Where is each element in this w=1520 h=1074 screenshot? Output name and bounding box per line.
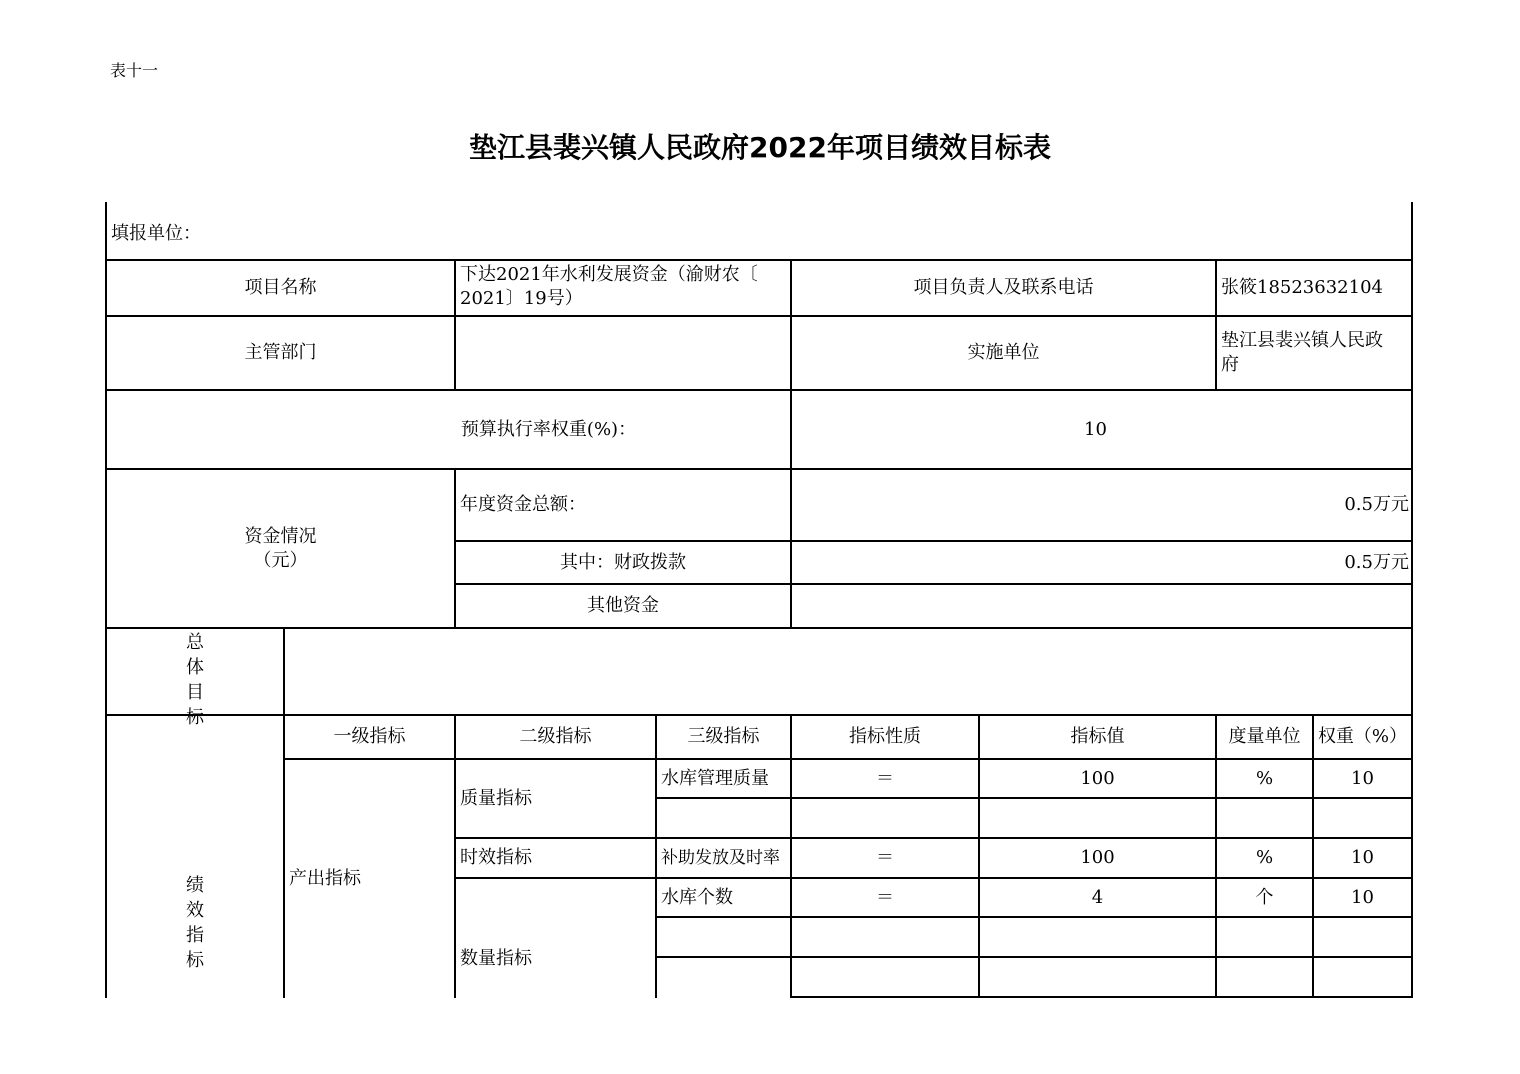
indicator-unit — [1217, 799, 1312, 837]
contact-value: 张筱18523632104 — [1221, 277, 1383, 298]
header-value: 指标值 — [1070, 726, 1125, 747]
indicator-weight: 10 — [1351, 767, 1374, 789]
indicator-unit: 个 — [1255, 886, 1274, 908]
indicator-unit — [1217, 918, 1312, 956]
header-level2: 二级指标 — [519, 726, 592, 747]
indicator-value — [980, 799, 1215, 837]
indicator-weight — [1314, 799, 1411, 837]
indicator-level3: 水库个数 — [661, 886, 733, 908]
overall-goal-value — [285, 629, 1411, 714]
indicator-weight — [1314, 918, 1411, 956]
budget-rate-label: 预算执行率权重(%)： — [460, 418, 637, 440]
header-level3: 三级指标 — [687, 726, 760, 747]
impl-unit-line: 府 — [1221, 354, 1239, 375]
indicator-nature — [792, 799, 978, 837]
indicator-weight: 10 — [1351, 847, 1374, 868]
other-funds-value — [792, 585, 1411, 627]
indicator-level3 — [657, 958, 790, 996]
indicator-level3 — [657, 918, 790, 956]
performance-indicators-label — [107, 716, 283, 998]
fiscal-value: 0.5万元 — [1344, 551, 1409, 573]
indicator-nature: ＝ — [876, 847, 894, 868]
header-weight: 权重（%） — [1317, 726, 1408, 747]
performance-target-table — [105, 202, 1413, 998]
indicator-value — [980, 958, 1215, 996]
overall-goal-label — [107, 629, 283, 728]
indicator-nature: ＝ — [876, 767, 894, 789]
indicator-section-char: 标 — [186, 950, 204, 971]
indicator-unit — [1217, 958, 1312, 996]
filler-unit-label: 填报单位： — [111, 222, 201, 244]
overall-goal-char: 标 — [186, 707, 204, 728]
indicator-nature: ＝ — [876, 886, 894, 908]
indicator-section-char: 效 — [186, 900, 204, 921]
impl-unit-value — [1217, 317, 1411, 389]
dept-value — [456, 317, 790, 389]
funds-label — [107, 470, 454, 627]
overall-goal-char: 总 — [186, 632, 204, 653]
indicator-section-char: 绩 — [186, 875, 204, 896]
indicator-section-char: 指 — [186, 925, 204, 946]
overall-goal-char: 体 — [186, 657, 204, 678]
level2-quantity: 数量指标 — [460, 947, 532, 969]
impl-unit-line: 垫江县裴兴镇人民政 — [1221, 330, 1383, 351]
annual-total-value: 0.5万元 — [1344, 494, 1409, 515]
grid-line — [790, 996, 1413, 998]
indicator-level3: 补助发放及时率 — [661, 848, 780, 868]
indicator-level3 — [657, 799, 790, 837]
indicator-value: 100 — [1080, 847, 1115, 868]
project-name-value — [456, 261, 790, 315]
impl-unit-label: 实施单位 — [967, 342, 1040, 363]
project-name-line: 下达2021年水利发展资金（渝财农〔 — [460, 264, 758, 285]
indicator-weight — [1314, 958, 1411, 996]
table-number-label: 表十一 — [110, 61, 159, 80]
fiscal-label: 其中：财政拨款 — [560, 551, 686, 573]
indicator-value: 4 — [1091, 886, 1104, 908]
level2-quality: 质量指标 — [460, 787, 532, 809]
indicator-unit: % — [1255, 847, 1274, 868]
indicator-value — [980, 918, 1215, 956]
contact-label: 项目负责人及联系电话 — [913, 277, 1094, 298]
funds-label-line: 资金情况 — [244, 525, 317, 547]
indicator-value: 100 — [1080, 767, 1115, 789]
funds-label-line: （元） — [253, 549, 308, 571]
indicator-nature — [792, 958, 978, 996]
level1-output: 产出指标 — [289, 868, 361, 889]
header-nature: 指标性质 — [849, 726, 921, 747]
annual-total-label: 年度资金总额： — [460, 494, 586, 515]
indicator-weight: 10 — [1351, 886, 1374, 908]
budget-rate-value: 10 — [1084, 418, 1107, 440]
indicator-level3: 水库管理质量 — [661, 767, 769, 789]
dept-label: 主管部门 — [244, 342, 317, 363]
page-title: 垫江县裴兴镇人民政府2022年项目绩效目标表 — [469, 131, 1051, 164]
project-name-line: 2021〕19号） — [460, 288, 583, 309]
overall-goal-char: 目 — [186, 682, 204, 703]
header-unit: 度量单位 — [1228, 726, 1301, 747]
indicator-nature — [792, 918, 978, 956]
header-level1: 一级指标 — [333, 726, 406, 747]
project-name-label: 项目名称 — [244, 277, 317, 298]
other-funds-label: 其他资金 — [587, 595, 659, 616]
indicator-unit: % — [1255, 767, 1274, 789]
level2-timeliness: 时效指标 — [460, 847, 532, 868]
